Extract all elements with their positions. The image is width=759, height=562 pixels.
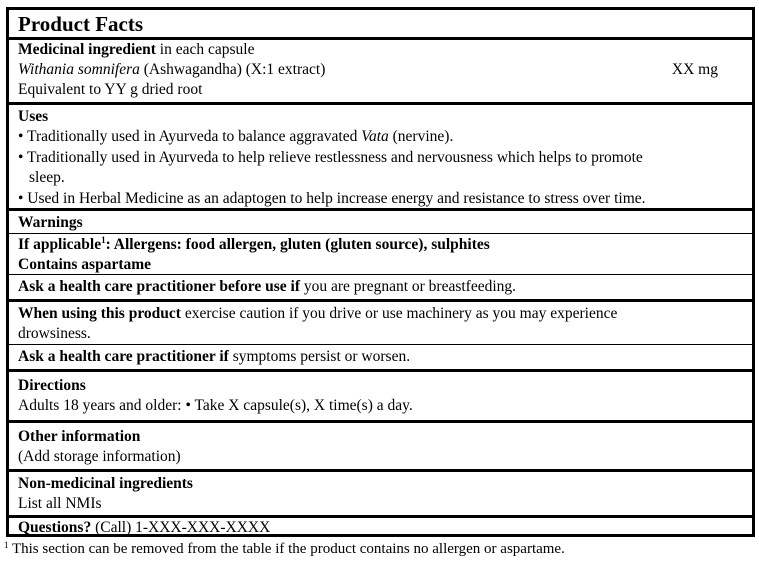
other-information-heading: Other information <box>18 428 141 445</box>
allergens-section <box>9 233 752 274</box>
pregnancy-warning-rest: you are pregnant or breastfeeding. <box>299 278 517 295</box>
directions-text: Adults 18 years and older: • Take X capsule(s), X time(s) a day. <box>18 397 413 414</box>
allergens-line <box>18 235 490 255</box>
ingredient-line <box>18 60 325 80</box>
allergens-post: : Allergens: food allergen, gluten (gluten source), sulphites <box>105 236 490 253</box>
footnote <box>4 539 565 559</box>
questions-bold: Questions? <box>18 519 92 536</box>
ingredient-amount: XX mg <box>671 61 718 78</box>
product-facts-title: Product Facts <box>18 12 144 36</box>
footnote-marker: 1 <box>4 540 9 550</box>
questions-contact: (Call) 1-XXX-XXX-XXXX <box>91 519 271 536</box>
non-medicinal-text: List all NMIs <box>18 495 102 512</box>
use-item-2-continued: sleep. <box>29 169 65 186</box>
use-item-2: • Traditionally used in Ayurveda to help relieve restlessness and nervousness which helps to promote <box>18 149 643 166</box>
other-information-text: (Add storage information) <box>18 448 181 465</box>
footnote-text: This section can be removed from the table if the product contains no allergen or aspartame. <box>8 541 565 557</box>
allergens-pre: If applicable <box>18 236 102 253</box>
use-item-1 <box>18 127 453 147</box>
pregnancy-warning-section <box>9 274 752 299</box>
allergens-footnote-ref: 1 <box>101 235 106 245</box>
directions-section <box>9 369 752 420</box>
medicinal-heading-line <box>18 40 254 60</box>
questions-line <box>18 518 270 538</box>
use-item-1-post: (nervine). <box>388 128 454 145</box>
pregnancy-warning-bold: Ask a health care practitioner before use if <box>18 278 300 295</box>
medicinal-heading-rest: in each capsule <box>155 41 255 58</box>
warnings-heading: Warnings <box>18 214 83 231</box>
when-using-section <box>9 299 752 344</box>
warnings-heading-section <box>9 208 752 233</box>
when-using-rest: exercise caution if you drive or use machinery as you may experience <box>180 305 618 322</box>
medicinal-ingredient-section <box>9 37 752 102</box>
uses-section <box>9 102 752 208</box>
persist-warning-section <box>9 344 752 369</box>
common-name: (Ashwagandha) (X:1 extract) <box>139 61 326 78</box>
use-item-3: • Used in Herbal Medicine as an adaptogen to help increase energy and resistance to stress over time. <box>18 190 646 207</box>
uses-heading: Uses <box>18 108 49 125</box>
title-section <box>9 10 752 37</box>
medicinal-heading: Medicinal ingredient <box>18 41 156 58</box>
when-using-bold: When using this product <box>18 305 181 322</box>
directions-heading: Directions <box>18 377 86 394</box>
when-using-line-2: drowsiness. <box>18 325 91 342</box>
product-facts-table <box>6 7 755 537</box>
questions-section <box>9 515 752 537</box>
use-item-1-italic: Vata <box>361 128 389 145</box>
latin-name: Withania somnifera <box>18 61 140 78</box>
aspartame-line: Contains aspartame <box>18 256 152 273</box>
other-information-section <box>9 420 752 469</box>
non-medicinal-heading: Non-medicinal ingredients <box>18 475 193 492</box>
persist-warning <box>18 347 410 367</box>
persist-warning-bold: Ask a health care practitioner if <box>18 348 229 365</box>
non-medicinal-section <box>9 469 752 515</box>
when-using-line <box>18 304 617 324</box>
use-item-1-pre: • Traditionally used in Ayurveda to balance aggravated <box>18 128 362 145</box>
pregnancy-warning <box>18 277 516 297</box>
persist-warning-rest: symptoms persist or worsen. <box>228 348 411 365</box>
equivalent-line: Equivalent to YY g dried root <box>18 81 203 98</box>
